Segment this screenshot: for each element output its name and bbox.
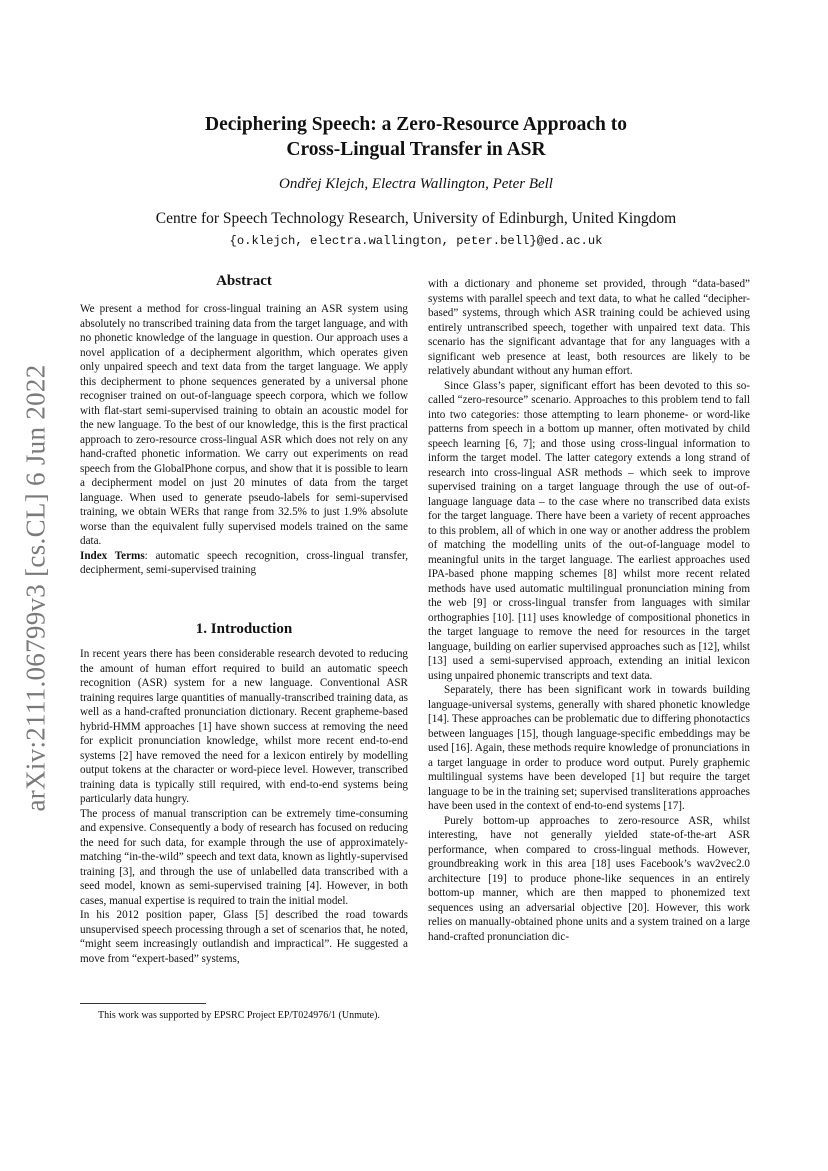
- index-terms-text: : automatic speech recognition, cross-lingual transfer, decipherment, semi-supervised training: [80, 549, 408, 576]
- paper-title: [120, 112, 712, 162]
- author-emails[interactable]: {o.klejch, electra.wallington, peter.bell}@ed.ac.uk: [229, 234, 603, 248]
- funding-footnote: This work was supported by EPSRC Project EP/T024976/1 (Unmute).: [98, 1010, 380, 1021]
- right-paragraph-4: Purely bottom-up approaches to zero-resource ASR, whilst interesting, have not generally yielded state-of-the-art ASR performance, when compared to cross-lingual methods. However, groundbreaking work in this area [18] uses Facebook’s wav2vec2.0 architecture [19] to produce phone-like sequences in an entirely bottom-up manner, which are then mapped to phonemized text sequences using an adversarial objective [20]. However, this work relies on manually-obtained phone units and a system trained on a large hand-crafted pronunciation dic-: [428, 814, 750, 943]
- right-column: [428, 277, 750, 944]
- intro-paragraph-2: The process of manual transcription can be extremely time-consuming and expensive. Consequently a body of research has focused on reducing the need for such data, for example through the use of approximately-matching “in-the-wild” speech and text data, known as lightly-supervised training [3], and through the use of unlabelled data transcribed with a seed model, known as semi-supervised training [4]. However, in both cases, manual expertise is required to train the initial model.: [80, 807, 408, 907]
- abstract-section: [80, 302, 408, 578]
- right-paragraph-3: Separately, there has been significant work in towards building language-universal systems, generally with shared phonetic knowledge [14]. These approaches can be problematic due to differing phonotactics between languages [15], though language-specific embeddings may be used [16]. Again, these methods require knowledge of pronunciations in a target language in order to produce word output. Purely graphemic multilingual systems have been developed [1] but require the target language to be in the training set; supervised transliterations approaches have been used in the context of end-to-end systems [17].: [428, 684, 750, 812]
- title-line-1: Deciphering Speech: a Zero-Resource Approach to: [205, 114, 627, 135]
- abstract-text: We present a method for cross-lingual training an ASR system using absolutely no transcribed training data from the target language, and with no phonetic knowledge of the language in question. Our approach uses a novel application of a decipherment algorithm, which operates given only unpaired speech and text data from the target language. We apply this decipherment to phone sequences generated by a universal phone recogniser trained on out-of-language speech corpora, which we follow with flat-start semi-supervised training to obtain an acoustic model for the new language. To the best of our knowledge, this is the first practical approach to zero-resource cross-lingual ASR which does not rely on any hand-crafted phonetic information. We carry out experiments on read speech from the GlobalPhone corpus, and show that it is possible to learn a decipherment model on just 20 minutes of data from the target language. When used to generate pseudo-labels for semi-supervised training, we obtain WERs that range from 32.5% to just 1.9% absolute worse than the equivalent fully supervised models trained on the same data.: [80, 303, 408, 547]
- footnote-rule: [80, 1003, 206, 1004]
- intro-paragraph-3: In his 2012 position paper, Glass [5] described the road towards unsupervised speech processing through a set of scenarios that, he noted, “might seem increasingly outlandish and impractical”. He suggested a move from “expert-based” systems,: [80, 909, 408, 965]
- abstract-heading: Abstract: [216, 273, 272, 289]
- right-paragraph-1: with a dictionary and phoneme set provided, through “data-based” systems with parallel speech and text data, to what he called “decipher-based” systems, through which ASR training could be achieved using entirely untranscribed speech, together with unpaired text data. This scenario has the significant advantage that for any languages with a significant web presence at least, both resources are likely to be relatively abundant without any human effort.: [428, 278, 750, 377]
- arxiv-sidebar: [14, 328, 58, 848]
- right-paragraph-2: Since Glass’s paper, significant effort has been devoted to this so-called “zero-resource” scenario. Approaches to this problem tend to fall into two categories: those attempting to learn phoneme- or word-like patterns from speech in a bottom up manner, often motivated by child speech learning [6, 7]; and those using cross-lingual information to inform the target model. The latter category extends a long strand of research into cross-lingual ASR methods – which seek to improve supervised training on a target language through the use of out-of-language language data – to the case where no transcribed data exists for the target language. There have been a variety of recent approaches to this problem, all of which in one way or another address the problem of matching the modelling units of the out-of-language model to meaningful units in the target language. The earliest approaches used IPA-based phone mapping schemes [8] whilst more recent related methods have used automatic multilingual pronunciation mining from the web [9] or cross-lingual transfer from languages with similar orthographies [10]. [11] uses knowledge of compositional phonetics in the target language to remove the need for resources in the target language, building on earlier supervised approaches such as [12], whilst [13] used a semi-supervised approach, extending an initial lexicon using unpaired phonemic transcripts and text data.: [428, 379, 750, 682]
- index-terms-label: Index Terms: [80, 549, 145, 562]
- introduction-heading: 1. Introduction: [195, 621, 293, 637]
- introduction-body: [80, 647, 408, 966]
- index-terms: [80, 549, 408, 578]
- affiliation: Centre for Speech Technology Research, University of Edinburgh, United Kingdom: [155, 210, 677, 227]
- title-line-2: Cross-Lingual Transfer in ASR: [286, 139, 546, 160]
- arxiv-identifier[interactable]: arXiv:2111.06799v3 [cs.CL] 6 Jun 2022: [20, 364, 51, 812]
- author-list: Ondřej Klejch, Electra Wallington, Peter Bell: [279, 176, 553, 192]
- intro-paragraph-1: In recent years there has been considerable research devoted to reducing the amount of human effort required to build an automatic speech recognition (ASR) system for a new language. Conventional ASR training requires large quantities of manually-transcribed training data, as well as a hand-crafted pronunciation dictionary. Recent grapheme-based hybrid-HMM approaches [1] have shown success at removing the need for explicit pronunciation knowledge, whilst more recent end-to-end systems [2] have removed the need for a lexicon entirely by modelling output tokens at the character or word-piece level. However, transcribed training data is typically still required, with end-to-end systems being particularly data hungry.: [80, 648, 408, 805]
